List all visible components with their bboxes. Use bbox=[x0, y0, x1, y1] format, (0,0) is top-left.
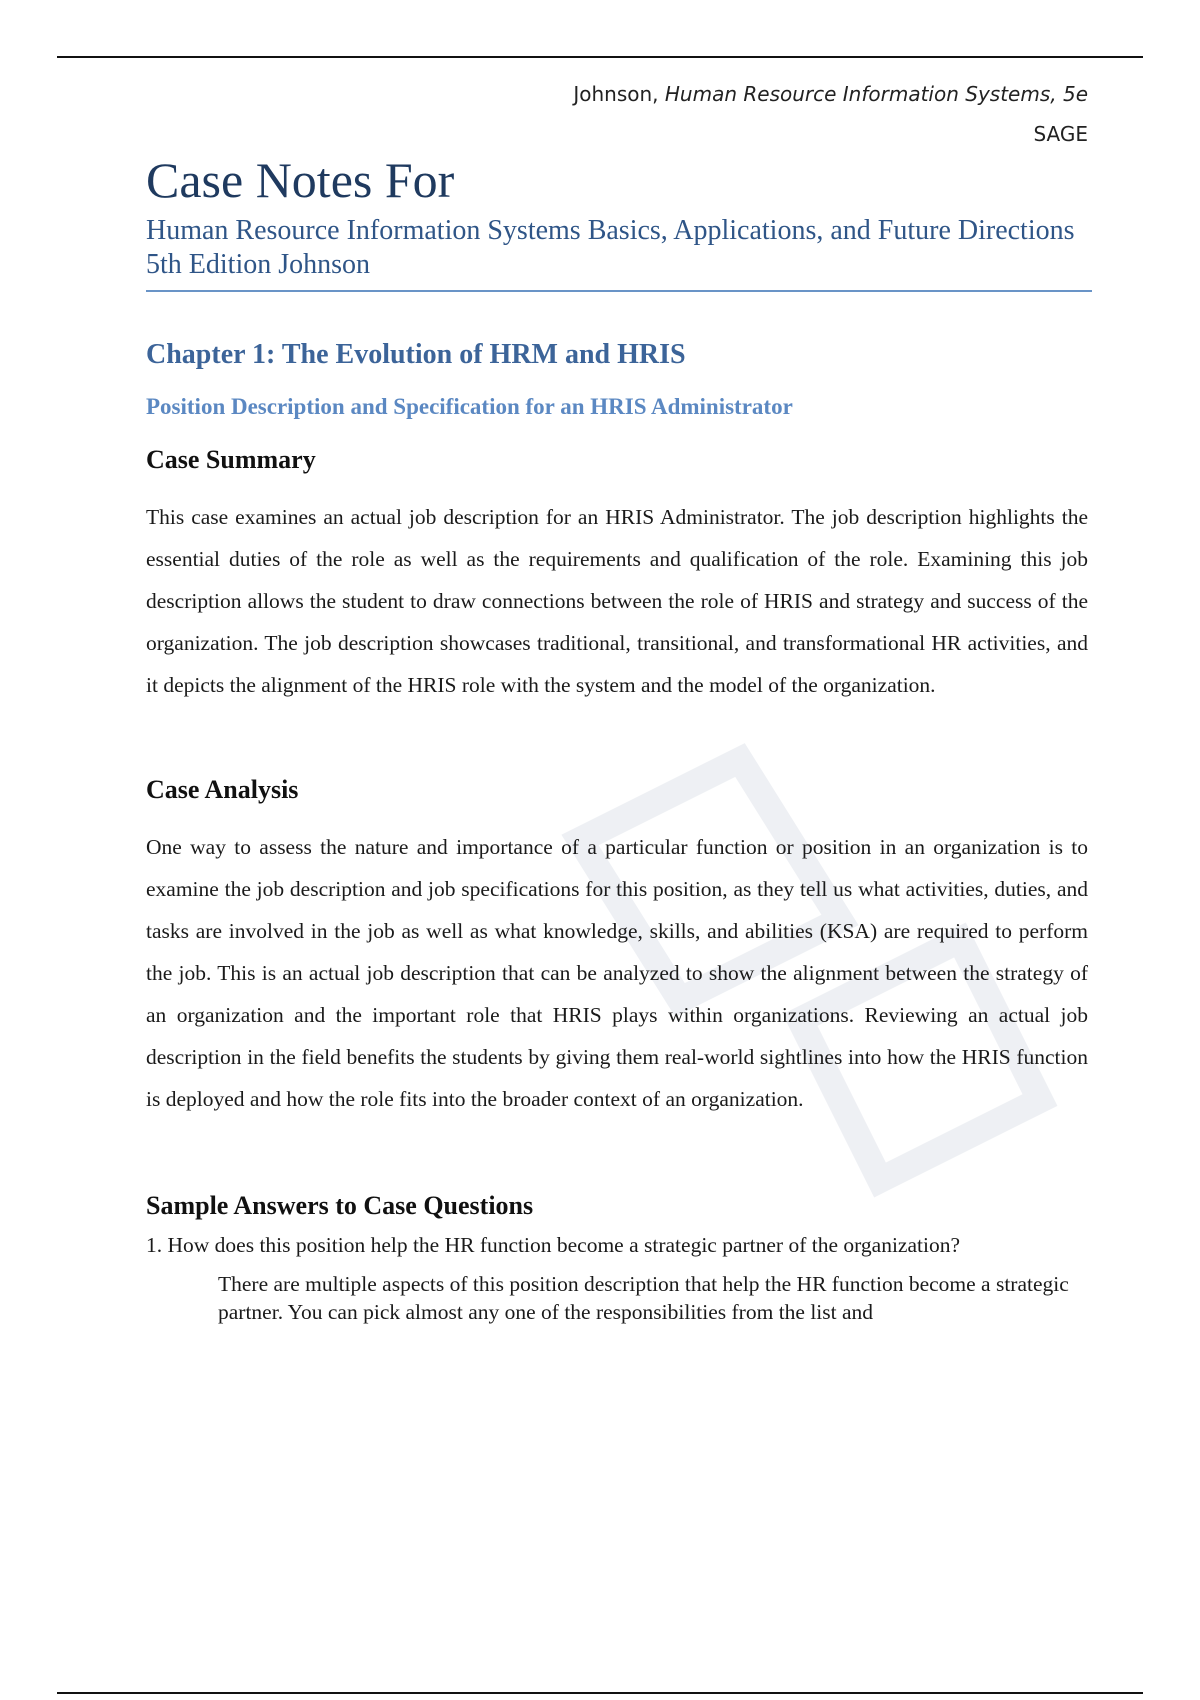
title-rule bbox=[146, 290, 1092, 292]
case-analysis-text: One way to assess the nature and importance of a particular function or position in an organization is to examine the job description and job specifications for this position, as they tell us what activities, duties, and tasks are involved in the job as well as what knowledge, skills, and abilities (KSA) are required to perform the job. This is an actual job description that can be analyzed to show the alignment between the strategy of an organization and the important role that HRIS plays within organizations. Reviewing an actual job description in the field benefits the students by giving them real-world sightlines into how the HRIS function is deployed and how the role fits into the broader context of an organization. bbox=[146, 835, 1088, 1111]
header-book-title: Human Resource Information Systems, 5e bbox=[664, 82, 1088, 106]
sample-answers-heading: Sample Answers to Case Questions bbox=[146, 1191, 534, 1220]
document-title: Case Notes For bbox=[146, 152, 455, 208]
chapter-title: Chapter 1: The Evolution of HRM and HRIS bbox=[146, 339, 686, 370]
case-analysis-heading: Case Analysis bbox=[146, 775, 299, 804]
case-title: Position Description and Specification for an HRIS Administrator bbox=[146, 394, 793, 419]
header-publisher: SAGE bbox=[1033, 122, 1088, 146]
header-author: Johnson, bbox=[573, 82, 659, 106]
bottom-rule bbox=[57, 1692, 1143, 1694]
question-1: 1. How does this position help the HR function become a strategic partner of the organization? bbox=[146, 1233, 960, 1257]
document-subtitle: Human Resource Information Systems Basics, Applications, and Future Directions 5th Edition Johnson bbox=[146, 215, 1075, 280]
case-summary-text: This case examines an actual job description for an HRIS Administrator. The job description highlights the essential duties of the role as well as the requirements and qualification of the role. Examining this job description allows the student to draw connections between the role of HRIS and strategy and success of the organization. The job description showcases traditional, transitional, and transformational HR activities, and it depicts the alignment of the HRIS role with the system and the model of the organization. bbox=[146, 505, 1088, 697]
running-header bbox=[573, 74, 1088, 154]
case-summary-heading: Case Summary bbox=[146, 445, 316, 474]
main-content bbox=[146, 150, 1088, 1326]
top-rule bbox=[57, 56, 1143, 58]
answer-1: There are multiple aspects of this position description that help the HR function become a strategic partner. You can pick almost any one of the responsibilities from the list and bbox=[218, 1272, 1069, 1324]
